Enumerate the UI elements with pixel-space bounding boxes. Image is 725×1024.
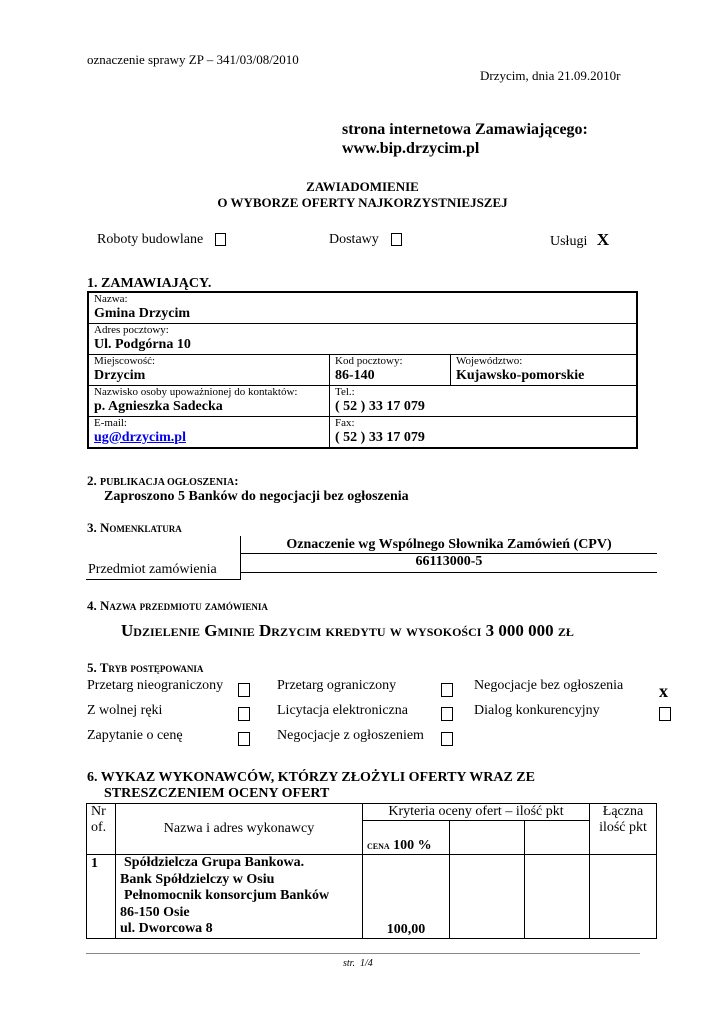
contractor-line: Spółdzielcza Grupa Bankowa. (124, 855, 305, 870)
footer-divider (86, 953, 640, 954)
voivodeship-value: Kujawsko-pomorskie (456, 368, 585, 383)
procedure-single-source-label: Z wolnej ręki (87, 703, 163, 718)
type-services-label: Usługi (550, 234, 588, 249)
criteria-price (363, 821, 450, 855)
case-number: oznaczenie sprawy ZP – 341/03/08/2010 (87, 52, 299, 67)
section4-heading: 4. Nazwa przedmiotu zamówienia (87, 598, 268, 613)
procedure-selected-mark: x (659, 681, 668, 701)
contact-label: Nazwisko osoby upoważnionej do kontaktów: (94, 386, 298, 398)
subject-title (121, 621, 574, 641)
col-name: Nazwa i adres wykonawcy (116, 804, 363, 855)
section6-heading-cont: STRESZCZENIEM OCENY OFERT (104, 786, 330, 801)
name-value: Gmina Drzycim (94, 306, 191, 321)
contractor-line: 86-150 Osie (120, 904, 190, 920)
col-total-line2: ilość pkt (599, 820, 647, 835)
city-value: Drzycim (94, 368, 146, 383)
document-subtitle: O WYBORZE OFERTY NAJKORZYSTNIEJSZEJ (217, 195, 508, 210)
place-date: Drzycim, dnia 21.09.2010r (480, 68, 621, 83)
contracting-authority-table (87, 291, 638, 449)
section3-heading: 3. Nomenklatura (87, 520, 182, 535)
col-nr-line2: of. (91, 820, 107, 835)
page-number (343, 958, 373, 969)
procedure-negotiation-no-notice-label: Negocjacje bez ogłoszenia (474, 678, 624, 693)
services-mark: X (596, 230, 610, 249)
publication-text: Zaproszono 5 Banków do negocjacji bez ogłoszenia (104, 489, 409, 504)
contractor-line: Pełnomocnik konsorcjum Banków (124, 888, 330, 903)
email-link[interactable]: ug@drzycim.pl (94, 430, 186, 445)
checkbox-procedure-restricted[interactable] (441, 683, 453, 697)
fax-label: Fax: (335, 417, 355, 429)
checkbox-procedure-dialogue[interactable] (659, 707, 671, 721)
postal-value: 86-140 (335, 368, 375, 383)
section1-heading: 1. ZAMAWIAJĄCY. (87, 276, 212, 291)
procedure-price-inquiry-label: Zapytanie o cenę (87, 728, 183, 743)
type-supplies-label: Dostawy (329, 232, 379, 247)
email-label: E-mail: (94, 417, 127, 429)
section2-heading (87, 473, 239, 489)
offers-table (86, 803, 657, 939)
criteria-price-label: cena (367, 838, 390, 852)
table-row (87, 855, 657, 939)
postal-label: Kod pocztowy: (335, 355, 403, 367)
cpv-header: Oznaczenie wg Wspólnego Słownika Zamówień (CPV) (286, 537, 612, 552)
row-contractor (116, 855, 363, 939)
procedure-dialogue-label: Dialog konkurencyjny (474, 703, 600, 718)
row-empty-2 (525, 855, 590, 939)
col-criteria: Kryteria oceny ofert – ilość pkt (363, 804, 590, 821)
page-prefix: str. (343, 958, 355, 969)
voivodeship-label: Województwo: (456, 355, 523, 367)
checkbox-procedure-single-source[interactable] (238, 707, 250, 721)
row-score: 100,00 (363, 855, 450, 939)
section2-number: 2. (87, 473, 97, 488)
checkbox-supplies[interactable] (391, 233, 402, 246)
checkbox-procedure-negotiation-notice[interactable] (441, 732, 453, 746)
checkbox-works[interactable] (215, 233, 226, 246)
cpv-table (86, 536, 657, 579)
page-count: 1/4 (359, 958, 373, 969)
section2-title: PUBLIKACJA OGŁOSZENIA (100, 477, 235, 488)
tel-value: ( 52 ) 33 17 079 (335, 399, 425, 414)
procedure-e-auction-label: Licytacja elektroniczna (277, 703, 408, 718)
contact-value: p. Agnieszka Sadecka (94, 399, 223, 414)
procedure-open-label: Przetarg nieograniczony (87, 678, 224, 693)
checkbox-procedure-price-inquiry[interactable] (238, 732, 250, 746)
subject-currency: zł (557, 621, 574, 640)
procedure-restricted-label: Przetarg ograniczony (277, 678, 397, 693)
name-label: Nazwa: (94, 293, 128, 305)
address-value: Ul. Podgórna 10 (94, 337, 191, 352)
city-label: Miejscowość: (94, 355, 156, 367)
address-label: Adres pocztowy: (94, 324, 169, 336)
type-works-label: Roboty budowlane (97, 232, 204, 247)
contractor-line: ul. Dworcowa 8 (120, 921, 213, 936)
section6-heading: 6. WYKAZ WYKONAWCÓW, KTÓRZY ZŁOŻYLI OFERTY WRAZ ZE (87, 770, 535, 785)
section5-heading: 5. Tryb postępowania (87, 660, 204, 675)
subject-label: Przedmiot zamówienia (88, 562, 217, 577)
criteria-empty-1 (450, 821, 525, 855)
type-works (97, 232, 226, 248)
cpv-code: 66113000-5 (415, 554, 483, 569)
website-label: strona internetowa Zamawiającego: (342, 121, 588, 138)
col-total-line1: Łączna (602, 804, 644, 819)
procedure-negotiation-notice-label: Negocjacje z ogłoszeniem (277, 728, 424, 743)
type-services (550, 230, 609, 250)
checkbox-procedure-open[interactable] (238, 683, 250, 697)
row-empty-1 (450, 855, 525, 939)
section2-colon: : (234, 473, 239, 488)
criteria-empty-2 (525, 821, 590, 855)
checkbox-procedure-e-auction[interactable] (441, 707, 453, 721)
tel-label: Tel.: (335, 386, 355, 398)
subject-text: Udzielenie Gminie Drzycim kredytu w wysokości (121, 621, 482, 640)
criteria-price-weight: 100 % (393, 838, 432, 853)
row-nr: 1 (87, 855, 116, 939)
type-supplies (329, 232, 402, 248)
website-url: www.bip.drzycim.pl (342, 140, 480, 157)
fax-value: ( 52 ) 33 17 079 (335, 430, 425, 445)
row-total (590, 855, 657, 939)
subject-amount: 3 000 000 (485, 621, 554, 640)
col-nr-line1: Nr (91, 804, 106, 819)
document-title: ZAWIADOMIENIE (306, 179, 419, 194)
contractor-line: Bank Spółdzielczy w Osiu (120, 871, 275, 887)
